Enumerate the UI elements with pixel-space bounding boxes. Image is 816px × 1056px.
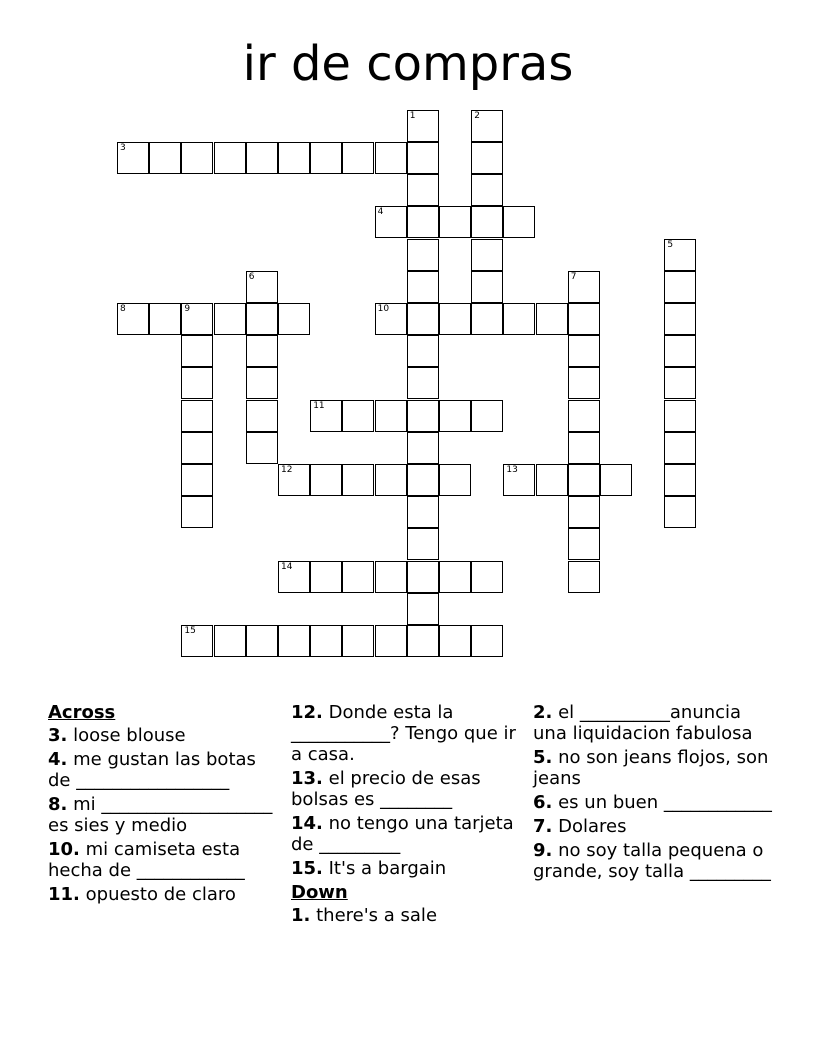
clue-text: es un buen ____________ [558,792,772,813]
cell-number: 14 [281,561,293,572]
clue-item [48,884,284,905]
grid-cell[interactable] [214,625,246,657]
grid-cell[interactable] [600,464,632,496]
clues-column-3 [533,702,773,885]
clue-item [291,905,527,926]
grid-cell[interactable] [181,142,213,174]
grid-cell[interactable] [181,400,213,432]
grid-cell[interactable] [407,335,439,367]
clue-number: 13. [291,768,323,789]
grid-cell[interactable] [407,142,439,174]
grid-cell[interactable] [181,625,213,657]
grid-cell[interactable] [407,400,439,432]
grid-cell[interactable] [471,174,503,206]
cell-number: 4 [377,207,384,218]
cell-number: 7 [570,271,577,282]
cell-number: 3 [120,143,126,153]
cell-number: 1 [409,111,416,121]
grid-cell[interactable] [407,206,439,238]
grid-cell[interactable] [375,400,407,432]
clue-text: there's a sale [316,905,438,926]
grid-cell[interactable] [246,335,278,367]
grid-cell[interactable] [471,110,503,142]
grid-cell[interactable] [568,367,600,399]
grid-cell[interactable] [536,464,568,496]
across-clue-list [48,725,284,905]
grid-cell[interactable] [278,561,310,593]
grid-cell[interactable] [664,271,696,303]
grid-cell[interactable] [246,367,278,399]
grid-cell[interactable] [568,561,600,593]
grid-cell[interactable] [407,174,439,206]
grid-cell[interactable] [117,303,149,335]
grid-cell[interactable] [568,271,600,303]
grid-cell[interactable] [375,464,407,496]
clue-number: 9. [533,840,553,861]
grid-cell[interactable] [117,142,149,174]
grid-cell[interactable] [471,142,503,174]
grid-cell[interactable] [181,464,213,496]
grid-cell[interactable] [407,432,439,464]
clue-item [291,858,527,879]
grid-cell[interactable] [181,367,213,399]
grid-cell[interactable] [278,142,310,174]
clue-item [533,702,773,744]
clue-number: 1. [291,905,311,926]
grid-cell[interactable] [342,464,374,496]
clue-number: 10. [48,839,80,860]
clue-number: 12. [291,702,323,723]
grid-cell[interactable] [664,496,696,528]
cell-number: 2 [474,111,480,121]
clue-item [291,702,527,765]
across-clue-list-continued [291,702,527,879]
grid-cell[interactable] [246,432,278,464]
grid-cell[interactable] [407,464,439,496]
clue-text: opuesto de claro [85,884,236,905]
cell-number: 11 [313,400,325,411]
grid-cell[interactable] [503,206,535,238]
page-title: ir de compras [242,36,574,92]
grid-cell[interactable] [568,432,600,464]
clue-text: el __________anuncia una liquidacion fabulosa [533,702,753,744]
grid-cell[interactable] [181,496,213,528]
grid-cell[interactable] [439,206,471,238]
grid-cell[interactable] [246,271,278,303]
grid-cell[interactable] [407,367,439,399]
clue-number: 2. [533,702,553,723]
clue-item [291,813,527,855]
clue-item [533,840,773,882]
grid-cell[interactable] [439,400,471,432]
grid-cell[interactable] [375,206,407,238]
grid-cell[interactable] [664,335,696,367]
clue-item [533,747,773,789]
cell-number: 13 [506,465,518,475]
clue-number: 4. [48,749,68,770]
grid-cell[interactable] [439,561,471,593]
cell-number: 15 [184,626,196,636]
across-heading: Across [48,702,116,723]
grid-cell[interactable] [407,528,439,560]
clue-number: 11. [48,884,80,905]
grid-cell[interactable] [568,528,600,560]
clue-text: loose blouse [73,725,186,746]
grid-cell[interactable] [471,561,503,593]
grid-cell[interactable] [278,464,310,496]
grid-cell[interactable] [407,561,439,593]
grid-cell[interactable] [407,239,439,271]
clue-number: 6. [533,792,553,813]
clue-text: no soy talla pequena o grande, soy talla _________ [533,840,771,882]
clue-number: 8. [48,794,68,815]
grid-cell[interactable] [664,432,696,464]
clue-item [291,768,527,810]
grid-cell[interactable] [407,625,439,657]
grid-cell[interactable] [375,625,407,657]
clue-item [533,816,773,837]
grid-cell[interactable] [342,625,374,657]
grid-cell[interactable] [407,496,439,528]
clue-text: me gustan las botas de _________________ [48,749,256,791]
down-clue-list [291,905,527,926]
grid-cell[interactable] [471,400,503,432]
cell-number: 6 [248,271,255,282]
down-heading: Down [291,882,348,903]
grid-cell[interactable] [407,303,439,335]
grid-cell[interactable] [471,303,503,335]
grid-cell[interactable] [246,142,278,174]
grid-cell[interactable] [407,271,439,303]
cell-number: 10 [377,304,390,314]
grid-cell[interactable] [342,400,374,432]
clue-text: no son jeans flojos, son jeans [533,747,769,789]
grid-cell[interactable] [471,206,503,238]
cell-number: 8 [120,304,126,314]
grid-cell[interactable] [278,303,310,335]
grid-cell[interactable] [342,561,374,593]
grid-cell[interactable] [246,303,278,335]
grid-cell[interactable] [149,303,181,335]
grid-cell[interactable] [375,561,407,593]
grid-cell[interactable] [568,335,600,367]
grid-cell[interactable] [439,303,471,335]
grid-cell[interactable] [181,335,213,367]
clue-text: Dolares [558,816,627,837]
grid-cell[interactable] [664,400,696,432]
grid-cell[interactable] [503,464,535,496]
clue-number: 7. [533,816,553,837]
grid-cell[interactable] [568,400,600,432]
clue-text: mi camiseta esta hecha de ____________ [48,839,245,881]
grid-cell[interactable] [471,239,503,271]
clue-item [48,794,284,836]
clue-text: el precio de esas bolsas es ________ [291,768,481,810]
clue-item [48,839,284,881]
grid-cell[interactable] [503,303,535,335]
clue-text: It's a bargain [328,858,447,879]
grid-cell[interactable] [278,625,310,657]
cell-number: 5 [667,239,674,250]
grid-cell[interactable] [375,303,407,335]
cell-number: 12 [281,465,293,475]
clue-text: no tengo una tarjeta de _________ [291,813,514,855]
grid-cell[interactable] [568,496,600,528]
grid-cell[interactable] [149,142,181,174]
down-clue-list-continued [533,702,773,882]
clue-number: 3. [48,725,68,746]
grid-cell[interactable] [214,303,246,335]
grid-cell[interactable] [471,625,503,657]
grid-cell[interactable] [375,142,407,174]
grid-cell[interactable] [536,303,568,335]
clue-number: 5. [533,747,553,768]
cell-number: 9 [184,304,191,314]
grid-cell[interactable] [310,561,342,593]
grid-cell[interactable] [407,593,439,625]
grid-cell[interactable] [568,464,600,496]
clue-text: Donde esta la ___________? Tengo que ir a casa. [291,702,516,765]
clue-number: 15. [291,858,323,879]
grid-cell[interactable] [664,239,696,271]
grid-cell[interactable] [439,464,471,496]
clue-number: 14. [291,813,323,834]
grid-cell[interactable] [310,400,342,432]
grid-cell[interactable] [181,432,213,464]
clue-item [533,792,773,813]
clues-column-2 [291,702,527,929]
grid-cell[interactable] [310,625,342,657]
grid-cell[interactable] [439,625,471,657]
grid-cell[interactable] [664,303,696,335]
grid-cell[interactable] [246,400,278,432]
grid-cell[interactable] [246,625,278,657]
clues-column-1 [48,702,284,908]
grid-cell[interactable] [310,142,342,174]
grid-cell[interactable] [342,142,374,174]
clue-item [48,749,284,791]
grid-cell[interactable] [407,110,439,142]
clue-item [48,725,284,746]
grid-cell[interactable] [181,303,213,335]
grid-cell[interactable] [310,464,342,496]
clue-text: mi ___________________ es sies y medio [48,794,273,836]
grid-cell[interactable] [568,303,600,335]
grid-cell[interactable] [664,367,696,399]
grid-cell[interactable] [471,271,503,303]
grid-cell[interactable] [214,142,246,174]
grid-cell[interactable] [664,464,696,496]
